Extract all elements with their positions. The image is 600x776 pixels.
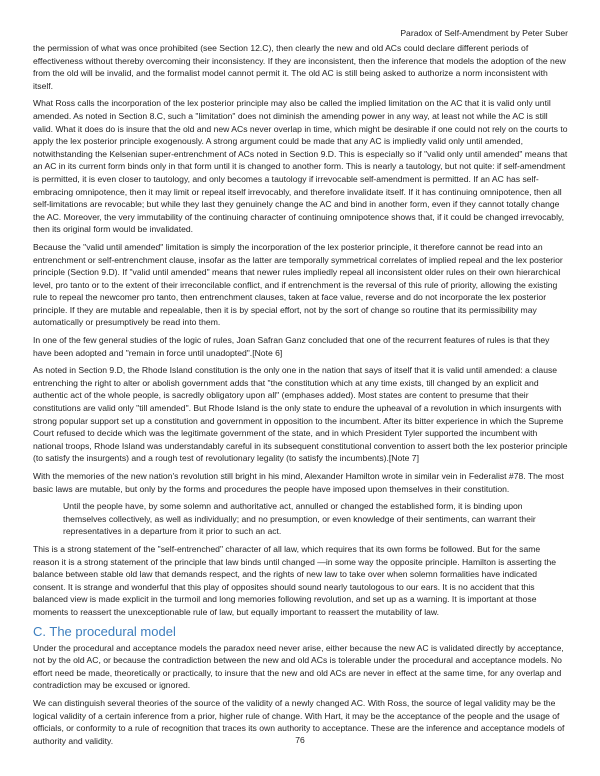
body-paragraph: As noted in Section 9.D, the Rhode Island constitution is the only one in the nation that says of itself that it is valid until amended: a clause entrenching the right to alter or abolish government adds that "the constitution which at any time exists, till changed by an explicit and authentic act of the whole people, is sacredly obligatory upon all" (emphases added). Most states are content to presume that their constitutions are valid only "till amended". But Rhode Island is the only state to endure the upheaval of a revolution in which insurgents with strong popular support set up a constitution and government in opposition to the incumbent. After its bitter experience in which the Supreme Court refused to decide which was the legitimate government of the state, and in which President Tyler supported the incumbent with national troops, Rhode Island was understandably careful in its subsequent constitutional convention to assert both the lex posterior principle (to satisfy the insurgents) and a rough test of revolutionary legality (to satisfy the incumbents).[Note 7] [33,365,568,464]
running-header: Paradox of Self-Amendment by Peter Suber [400,28,568,38]
section-heading: C. The procedural model [33,623,176,639]
body-paragraph: This is a strong statement of the "self-entrenched" character of all law, which requires that its own forms be followed. But for the same reason it is a strong statement of the principle that law binds until changed —in some way the opposite principle. Hamilton is asserting the balance between stable old law that demands respect, and the rights of new law to take over when solemn formalities have indicated consent. It is strange and wonderful that this play of opposites should sound nearly tautologous to our ears. It is no accident that this balanced view is made explicit in the turmoil and long memories following revolution, and set up as a warning. It is important at those moments to reassert the unexceptionable rule of law, but equally important to reassert the mutability of law. [33,543,557,617]
body-paragraph: Because the "valid until amended" limitation is simply the incorporation of the lex posterior principle, it therefore cannot be read into an entrenchment or self-entrenchment clause, insofar as the latter are temporally symmetrical correlates of implied repeal and the lex posterior principle (Section 9.D). If "valid until amended" means that newer rules impliedly repeal all inconsistent older rules on their own hierarchical level, pro tanto or to the extent of their irreconcilable conflict, and if entrenchment is the reversal of this rule of priority, allowing the existing rule to repeal the newcomer pro tanto, then entrenchment clauses, taken at face value, reverse and do not incorporate the lex posterior principle. If they are mutable and repealable, then it is by special effort, not by the sort of change so routine that its permissibility may automatically or presumptively be read into them. [33,241,563,328]
body-paragraph: Under the procedural and acceptance models the paradox need never arise, either because the new AC is validated directly by acceptance, not by the old AC, or because the contradiction between the new and old ACs is tolerable under the procedural and acceptance models. No effort need be made, theoretically or practically, to insure that the new and old ACs are never in effect at the same time, for any overlap and contradiction may be excused or ignored. [33,642,564,691]
body-paragraph: In one of the few general studies of the logic of rules, Joan Safran Ganz concluded that one of the recurrent features of rules is that they have been adopted and "remain in force until unadopted".[Note 6] [33,335,550,358]
page-number: 76 [295,735,305,745]
body-paragraph: With the memories of the new nation's revolution still bright in his mind, Alexander Hamilton wrote in similar vein in Federalist #78. The most basic laws are mutable, but only by the forms and procedures the people have imposed upon themselves in their constitution. [33,471,564,494]
body-paragraph: We can distinguish several theories of the source of the validity of a newly changed AC. With Ross, the source of legal validity may be the logical validity of a certain inference from a prior, higher rule of change. With Hart, it may be the acceptance of the people and the usage of officials, or conformity to a rule of recognition that traces its own authority to acceptance. These are the inference and acceptance models of authority and validity. [33,697,565,746]
body-paragraph: What Ross calls the incorporation of the lex posterior principle may also be called the implied limitation on the AC that it is valid only until amended. As noted in Section 8.C, such a "limitation" does not diminish the amending power in any way, at least not while the AC is still valid. What it does do is insure that the old and new ACs never overlap in time, which might be desirable if one could not rely on the courts to apply the lex posterior principle exogenously. A strong argument could be made that any AC is impliedly valid only until amended, notwithstanding the Kelsenian super-entrenchment of ACs noted in Section 9.D. This is especially so if "valid only until amended" means that an AC in its current form binds only in that form until it is changed to another form. This is nearly a tautology, but not quite: if self-amendment is permitted, it is even closer to tautology, and only becomes a tautology if irrevocable self-amendment is permitted. If an AC has self-embracing omnipotence, then it may limit or repeal itself irrevocably, and therefore invalidate itself. If it has continuing omnipotence, then all self-limitations are revocable; but while they last they genuinely change the AC and bind in another form, even if they cannot totally change the AC. Moreover, the very immutability of the continuing character of continuing omnipotence shows that, if it could be changed irrevocably, then its original form would be invalidated. [33,98,568,235]
body-paragraph: the permission of what was once prohibited (see Section 12.C), then clearly the new and old ACs could declare different periods of effectiveness without thereby overcoming their inconsistency. If they are inconsistent, then the inference that models the adoption of the new from the old will be invalid, and the formalist model cannot permit it. The old AC is still being asked to authorize a norm inconsistent with itself. [33,43,566,91]
block-quote: Until the people have, by some solemn and authoritative act, annulled or changed the established form, it is binding upon themselves collectively, as well as individually; and no presumption, or even knowledge of their sentiments, can warrant their representatives in a departure from it prior to such an act. [63,501,536,537]
